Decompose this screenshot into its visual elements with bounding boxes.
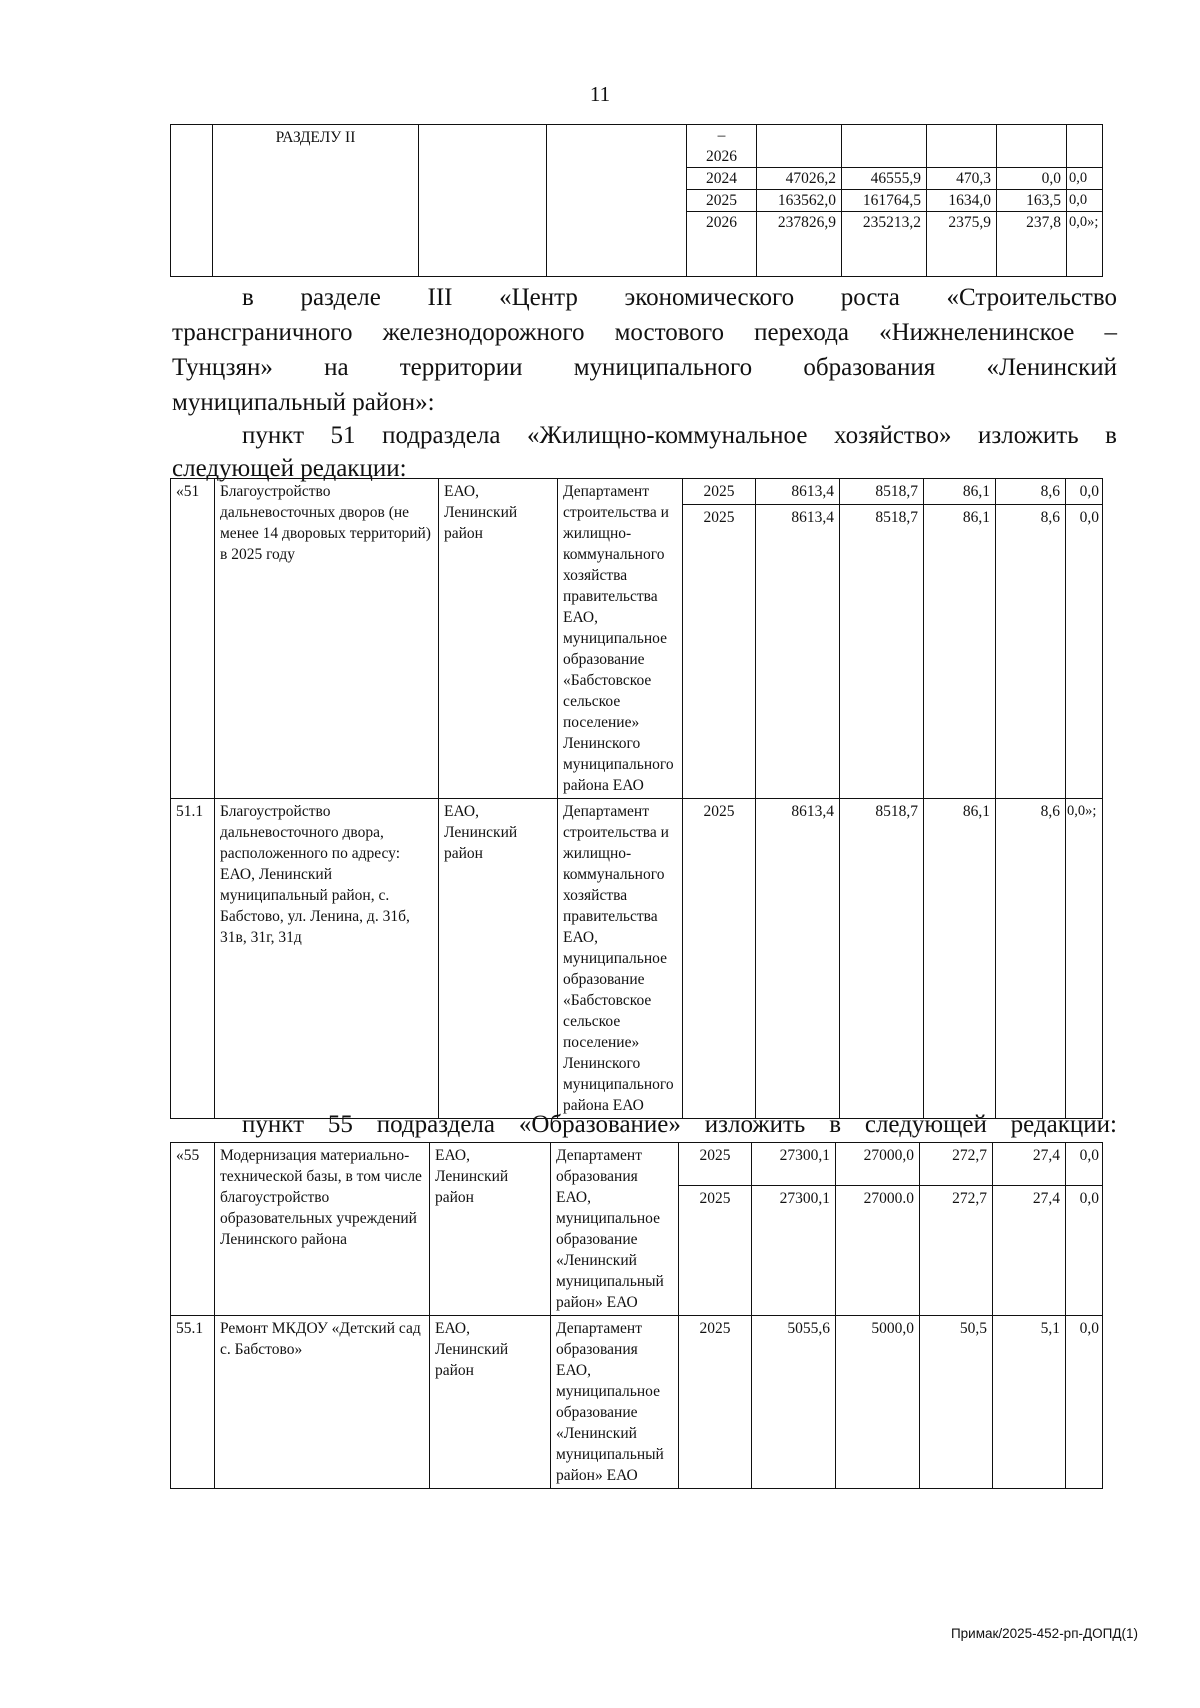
item55-intro (242, 1110, 1117, 1140)
value: 27000.0 (836, 1185, 919, 1209)
cell-other (1066, 479, 1103, 799)
cell-section-label (213, 125, 419, 277)
value: 27,4 (1032, 1147, 1060, 1164)
section-intro (242, 280, 1117, 315)
value: 0,0 (1066, 1185, 1102, 1209)
year-value: 2025 (687, 189, 756, 211)
value: 27,4 (993, 1185, 1065, 1209)
value: 272,7 (952, 1147, 987, 1164)
cell-total: 8613,4 (756, 799, 840, 1119)
cell-name: Благоустройство дальневосточного двора, расположенного по адресу: ЕАО, Ленинский муниципальный район, с. Бабстово, ул. Ленина, д. 31б, 31в, 31г, 31д (215, 799, 439, 1119)
text-line: муниципальный район»: (172, 389, 435, 416)
cell-municipal: 5,1 (993, 1316, 1066, 1489)
value: 163562,0 (757, 189, 841, 211)
table-item51 (170, 478, 1103, 1119)
value: 470,3 (927, 167, 996, 189)
value: 1634,0 (927, 189, 996, 211)
value: 0,0 (1079, 1147, 1099, 1164)
table-item55 (170, 1142, 1103, 1489)
text-line: трансграничного железнодорожного мостового перехода «Нижнеленинское – (172, 319, 1117, 346)
cell-other: 0,0 (1066, 1316, 1103, 1489)
table-row (171, 479, 1103, 799)
value: 8,6 (1040, 483, 1060, 500)
value: 27000,0 (863, 1147, 914, 1164)
year-value: 2025 (679, 1185, 751, 1209)
cell-federal (842, 125, 927, 277)
cell-municipal: 8,6 (996, 799, 1066, 1119)
value: 0,0 (1079, 483, 1099, 500)
value: 46555,9 (842, 167, 926, 189)
cell-executor: Департамент образования ЕАО, муниципальное образование «Ленинский муниципальный район» ЕАО (551, 1143, 679, 1316)
value: 86,1 (924, 504, 995, 528)
text-line: пункт 51 подраздела «Жилищно-коммунальное хозяйство» изложить в (242, 422, 1117, 449)
cell-other: 0,0»; (1066, 799, 1103, 1119)
cell-executor: Департамент образования ЕАО, муниципальное образование «Ленинский муниципальный район» ЕАО (551, 1316, 679, 1489)
cell-years (683, 479, 756, 799)
value: 8518,7 (840, 504, 923, 528)
table-row (171, 799, 1103, 1119)
value: 0,0 (1066, 504, 1102, 528)
table-row (171, 1316, 1103, 1489)
value: 235213,2 (842, 211, 926, 233)
cell-name: Модернизация материально-технической базы, в том числе благоустройство образовательных учреждений Ленинского района (215, 1143, 430, 1316)
cell-num: «55 (171, 1143, 215, 1316)
cell-name: Ремонт МКДОУ «Детский сад с. Бабстово» (215, 1316, 430, 1489)
cell-num: «51 (171, 479, 215, 799)
text-line: в разделе III «Центр экономического роста «Строительство (242, 284, 1117, 311)
year-value: 2025 (683, 504, 755, 528)
value: 8613,4 (756, 504, 839, 528)
cell-place: ЕАО, Ленинский район (430, 1143, 551, 1316)
cell-regional: 86,1 (924, 799, 996, 1119)
cell-executor: Департамент строительства и жилищно-коммунального хозяйства правительства ЕАО, муниципальное образование «Бабстовское сельское поселение» Ленинского муниципального района ЕАО (558, 479, 683, 799)
value: 161764,5 (842, 189, 926, 211)
cell-regional (924, 479, 996, 799)
value: 0,0»; (1067, 211, 1102, 233)
cell-place: ЕАО, Ленинский район (439, 799, 558, 1119)
cell-place (419, 125, 547, 277)
value: 237,8 (997, 211, 1066, 233)
page-number: 11 (589, 82, 611, 106)
cell-executor (547, 125, 687, 277)
table-row (171, 125, 1103, 277)
value: 163,5 (997, 189, 1066, 211)
year-dash: – (717, 127, 726, 144)
cell-total: 5055,6 (752, 1316, 836, 1489)
year-value: 2025 (699, 1147, 731, 1164)
item51-intro (242, 418, 1117, 453)
text-line: следующей редакции: (172, 455, 407, 482)
year-value: 2026 (687, 211, 756, 233)
cell-municipal (993, 1143, 1066, 1316)
year-value: 2026 (706, 148, 737, 165)
value: 0,0 (1067, 167, 1102, 189)
cell-total (757, 125, 842, 277)
cell-total (752, 1143, 836, 1316)
cell-year: 2025 (683, 799, 756, 1119)
cell-year: 2025 (679, 1316, 752, 1489)
cell-total (756, 479, 840, 799)
cell-other (1066, 1143, 1103, 1316)
value: 2375,9 (927, 211, 996, 233)
value: 27300,1 (752, 1185, 835, 1209)
cell-federal: 8518,7 (840, 799, 924, 1119)
cell-years (679, 1143, 752, 1316)
value: 0,0 (1067, 189, 1102, 211)
cell-num (171, 125, 213, 277)
value: 8613,4 (791, 483, 834, 500)
section-intro-continued (172, 315, 1117, 420)
text-line: Тунцзян» на территории муниципального образования «Ленинский (172, 354, 1117, 381)
cell-regional (927, 125, 997, 277)
cell-municipal (996, 479, 1066, 799)
table-row (171, 1143, 1103, 1316)
cell-num: 55.1 (171, 1316, 215, 1489)
cell-regional (920, 1143, 993, 1316)
value: 8,6 (996, 504, 1065, 528)
table-continuation (170, 124, 1103, 277)
cell-federal (836, 1143, 920, 1316)
section-label: РАЗДЕЛУ II (275, 129, 356, 146)
cell-num: 51.1 (171, 799, 215, 1119)
cell-municipal (997, 125, 1067, 277)
document-code: Примак/2025-452-рп-ДОПД(1) (950, 1626, 1138, 1641)
cell-place: ЕАО, Ленинский район (439, 479, 558, 799)
year-value: 2024 (687, 167, 756, 189)
cell-federal (840, 479, 924, 799)
text-line: пункт 55 подраздела «Образование» изложить в следующей редакции: (242, 1111, 1117, 1138)
cell-federal: 5000,0 (836, 1316, 920, 1489)
value: 47026,2 (757, 167, 841, 189)
cell-name: Благоустройство дальневосточных дворов (не менее 14 дворовых территорий) в 2025 году (215, 479, 439, 799)
year-value: 2025 (703, 483, 735, 500)
value: 272,7 (920, 1185, 992, 1209)
cell-place: ЕАО, Ленинский район (430, 1316, 551, 1489)
cell-other (1067, 125, 1103, 277)
cell-regional: 50,5 (920, 1316, 993, 1489)
value: 27300,1 (779, 1147, 830, 1164)
value: 0,0 (997, 167, 1066, 189)
cell-executor: Департамент строительства и жилищно-коммунального хозяйства правительства ЕАО, муниципальное образование «Бабстовское сельское поселение» Ленинского муниципального района ЕАО (558, 799, 683, 1119)
cell-years (687, 125, 757, 277)
value: 86,1 (962, 483, 990, 500)
value: 237826,9 (757, 211, 841, 233)
value: 8518,7 (875, 483, 918, 500)
